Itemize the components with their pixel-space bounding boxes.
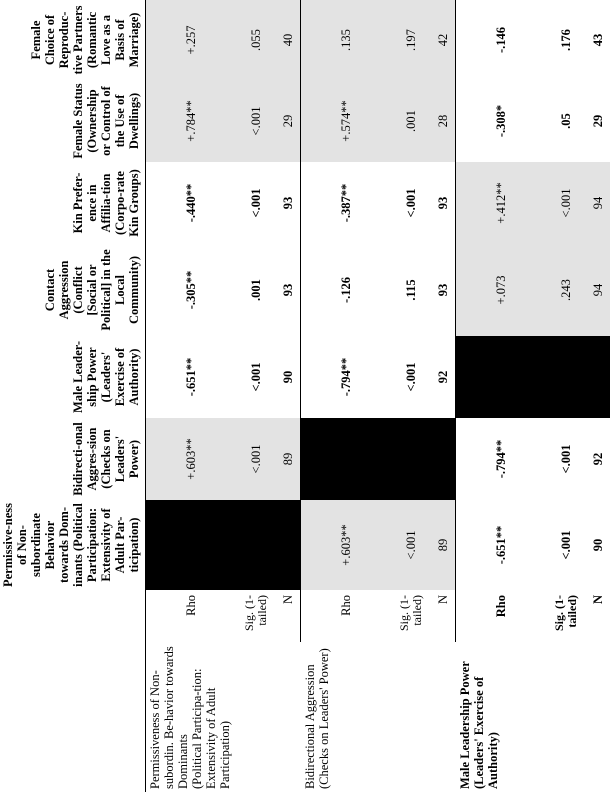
stat-label: Sig. (1-tailed) bbox=[241, 595, 269, 631]
table-cell: 42 bbox=[431, 0, 456, 80]
table-cell: 40 bbox=[276, 0, 301, 80]
row-variable-label bbox=[456, 642, 610, 792]
table-cell: 92 bbox=[431, 336, 456, 418]
stat-label: N bbox=[591, 595, 605, 605]
table-cell: 93 bbox=[431, 162, 456, 244]
table-cell: -.305** bbox=[184, 270, 198, 310]
table-cell: 93 bbox=[276, 162, 301, 244]
diagonal-cell bbox=[546, 336, 586, 418]
table-cell: +.603** bbox=[146, 418, 237, 500]
table-cell: .176 bbox=[559, 29, 573, 51]
table-cell: -.440** bbox=[184, 183, 198, 223]
diagonal-cell bbox=[301, 418, 392, 500]
table-cell: 90 bbox=[591, 538, 605, 552]
stat-label: Sig. (1-tailed) bbox=[396, 595, 424, 631]
table-cell: +.412** bbox=[456, 162, 547, 244]
stat-label: Sig. (1-tailed) bbox=[551, 595, 579, 631]
table-cell: <.001 bbox=[391, 500, 431, 590]
stat-label: Rho bbox=[494, 595, 508, 618]
table-cell: <.001 bbox=[236, 418, 276, 500]
table-cell: <.001 bbox=[236, 80, 276, 162]
table-cell: 93 bbox=[431, 244, 456, 336]
row-variable-label bbox=[301, 642, 456, 792]
table-cell: 94 bbox=[586, 162, 610, 244]
table-row bbox=[456, 0, 547, 792]
header-contact-aggression: Contact Aggression (Conflict [Social or Political] in the Local Community) bbox=[0, 244, 146, 336]
header-cell-blank-1 bbox=[0, 642, 146, 792]
table-cell: 93 bbox=[276, 244, 301, 336]
table-cell: +.603** bbox=[301, 500, 392, 590]
table-cell: <.001 bbox=[546, 162, 586, 244]
table-cell: 28 bbox=[431, 80, 456, 162]
table-cell: .115 bbox=[404, 279, 418, 301]
table-cell: .05 bbox=[559, 113, 573, 129]
table-cell: -.794** bbox=[339, 357, 353, 397]
table-cell: -.387** bbox=[339, 183, 353, 223]
table-cell: <.001 bbox=[404, 362, 418, 392]
table-cell: 92 bbox=[591, 452, 605, 466]
table-row bbox=[301, 0, 392, 792]
header-female-status: Female Status (Ownership or Control of the Use of Dwellings) bbox=[0, 80, 146, 162]
variable-name: Bidirectional Aggression bbox=[302, 664, 317, 789]
table-cell: 89 bbox=[276, 418, 301, 500]
table-cell: 89 bbox=[431, 500, 456, 590]
stat-label: Rho bbox=[184, 595, 198, 616]
header-female-choice: Female Choice of Reproduc-tive Partners (Romantic Love as a Basis of Marriage) bbox=[0, 0, 146, 80]
stat-label: Rho bbox=[339, 595, 353, 616]
variable-name: Male Leadership Power bbox=[457, 661, 472, 789]
table-cell: 43 bbox=[591, 33, 605, 47]
variable-subname: (Checks on Leaders' Power) bbox=[316, 648, 331, 789]
table-cell: +.073 bbox=[456, 244, 547, 336]
diagonal-cell bbox=[276, 500, 301, 590]
table-cell: .001 bbox=[391, 80, 431, 162]
variable-name: Permissiveness of Non-subordin. Be-havior towards Dominants bbox=[148, 646, 190, 789]
diagonal-cell bbox=[431, 418, 456, 500]
table-cell: 29 bbox=[276, 80, 301, 162]
variable-subname: (Political Participa-tion: Extensivity of Adult Participation) bbox=[190, 668, 232, 789]
header-bidirectional-aggression: Bidirecti-onal Aggres-sion (Checks on Leaders' Power) bbox=[0, 418, 146, 500]
variable-subname: (Leaders' Exercise of Authority) bbox=[471, 676, 500, 789]
table-cell: 94 bbox=[586, 244, 610, 336]
table-cell: 90 bbox=[276, 336, 301, 418]
table-cell: <.001 bbox=[249, 362, 263, 392]
table-cell: -.308* bbox=[494, 104, 508, 138]
table-cell: 29 bbox=[591, 114, 605, 128]
table-cell: .001 bbox=[249, 279, 263, 301]
header-kin-preference: Kin Prefer-ence in Affilia-tion (Corpo-rate Kin Groups) bbox=[0, 162, 146, 244]
diagonal-cell bbox=[236, 500, 276, 590]
table-cell: <.001 bbox=[559, 530, 573, 560]
header-row bbox=[0, 0, 146, 792]
table-cell: .055 bbox=[236, 0, 276, 80]
table-cell: +.257 bbox=[146, 0, 237, 80]
table-cell: .197 bbox=[391, 0, 431, 80]
table-cell: <.001 bbox=[404, 188, 418, 218]
diagonal-cell bbox=[456, 336, 547, 418]
header-male-leadership-power: Male Leader-ship Power (Leaders' Exercise of Authority) bbox=[0, 336, 146, 418]
table-cell: -.651** bbox=[184, 357, 198, 397]
table-cell: .243 bbox=[546, 244, 586, 336]
table-cell: .135 bbox=[301, 0, 392, 80]
table-cell: +.784** bbox=[146, 80, 237, 162]
header-cell-blank-2 bbox=[0, 590, 146, 642]
stat-label: N bbox=[276, 590, 301, 642]
table-cell: -.794** bbox=[494, 439, 508, 479]
diagonal-cell bbox=[586, 336, 610, 418]
table-cell: -.146 bbox=[494, 26, 508, 54]
table-cell: +.574** bbox=[301, 80, 392, 162]
stat-label: N bbox=[431, 590, 456, 642]
table-row bbox=[146, 0, 237, 792]
row-variable-label bbox=[146, 642, 301, 792]
table-cell: <.001 bbox=[249, 188, 263, 218]
table-cell: <.001 bbox=[559, 444, 573, 474]
table-cell: -.651** bbox=[494, 525, 508, 565]
diagonal-cell bbox=[146, 500, 237, 590]
diagonal-cell bbox=[391, 418, 431, 500]
table-cell: -.126 bbox=[339, 276, 353, 304]
header-permissiveness: Permissive-ness of Non-subordinate Behavior towards Dom-inants (Political Participation: Extensivity of Adult Par-ticipation) bbox=[0, 500, 146, 590]
